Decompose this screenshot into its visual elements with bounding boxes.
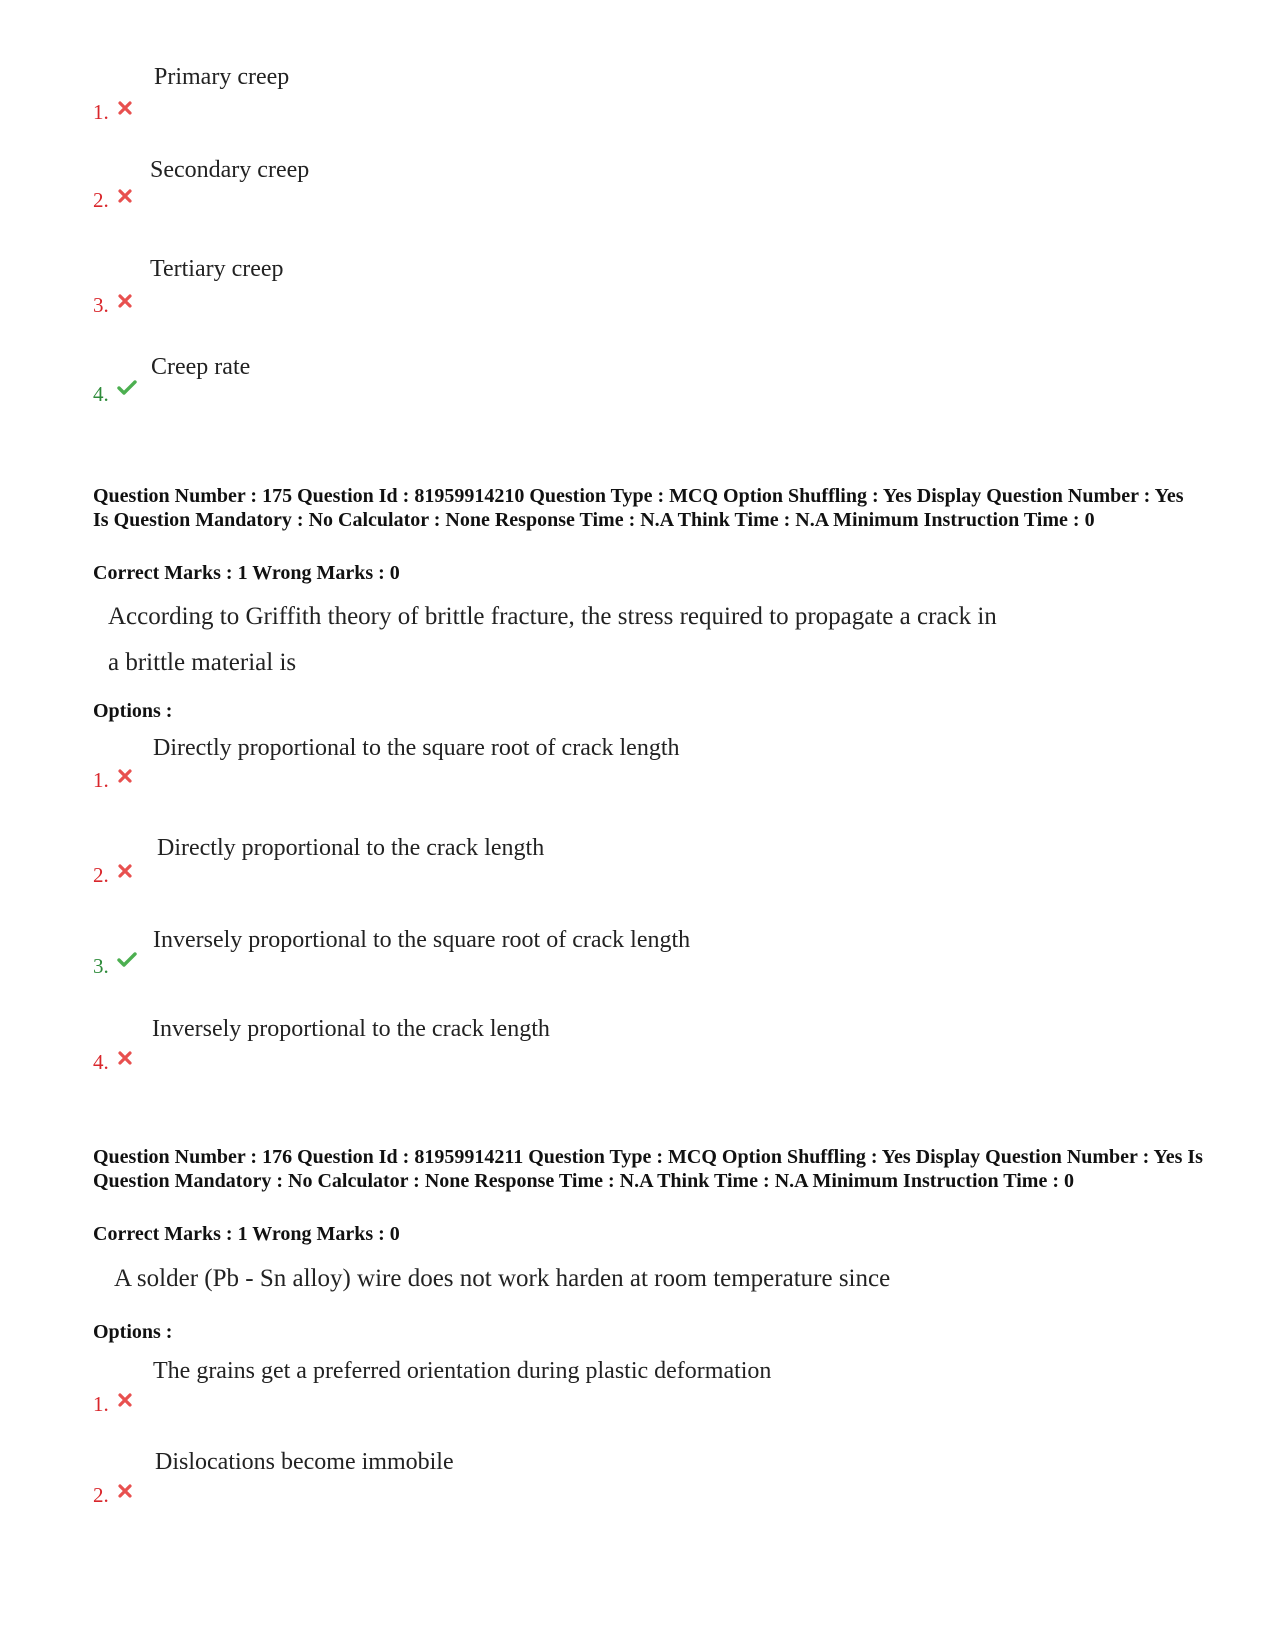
option-number: 1. (93, 1392, 132, 1417)
option-number: 2. (93, 1483, 132, 1508)
option-number: 4. (93, 382, 137, 407)
options-label: Options : (93, 700, 173, 722)
question-text-line: According to Griffith theory of brittle fracture, the stress required to propagate a crack in (108, 603, 997, 630)
question-marks: Correct Marks : 1 Wrong Marks : 0 (93, 562, 400, 584)
option-text: Directly proportional to the square root of crack length (153, 735, 680, 761)
option-number: 3. (93, 954, 137, 979)
option-number: 2. (93, 863, 132, 888)
cross-icon (118, 864, 132, 878)
option-text: Directly proportional to the crack length (157, 835, 545, 861)
option-number: 1. (93, 768, 132, 793)
option-number: 3. (93, 293, 132, 318)
option-text: Inversely proportional to the crack length (152, 1016, 550, 1042)
option-number: 4. (93, 1050, 132, 1075)
option-text: Secondary creep (150, 157, 310, 183)
question-marks: Correct Marks : 1 Wrong Marks : 0 (93, 1223, 400, 1245)
question-metadata: Question Number : 175 Question Id : 81959914210 Question Type : MCQ Option Shuffling : Yes Display Question Number : Yes Is Question Mandatory : No Calculator : None Response Time : N.A Think Time : N.A Minimum Instruction Time : 0 (93, 485, 1184, 531)
cross-icon (118, 1393, 132, 1407)
cross-icon (118, 1484, 132, 1498)
cross-icon (118, 101, 132, 115)
question-text-line: A solder (Pb - Sn alloy) wire does not work harden at room temperature since (114, 1265, 891, 1292)
option-number: 2. (93, 188, 132, 213)
cross-icon (118, 189, 132, 203)
option-text: Dislocations become immobile (155, 1449, 454, 1475)
check-icon (117, 952, 137, 968)
option-text: Inversely proportional to the square root of crack length (153, 927, 691, 953)
options-label: Options : (93, 1321, 173, 1343)
question-text-line: a brittle material is (108, 649, 297, 676)
option-text: The grains get a preferred orientation during plastic deformation (153, 1358, 772, 1384)
option-text: Primary creep (154, 64, 290, 90)
question-metadata: Question Number : 176 Question Id : 81959914211 Question Type : MCQ Option Shuffling : Yes Display Question Number : Yes Is Question Mandatory : No Calculator : None Response Time : N.A Think Time : N.A Minimum Instruction Time : 0 (93, 1146, 1203, 1192)
check-icon (117, 380, 137, 396)
option-number: 1. (93, 100, 132, 125)
cross-icon (118, 769, 132, 783)
cross-icon (118, 1051, 132, 1065)
option-text: Tertiary creep (150, 256, 284, 282)
option-text: Creep rate (151, 354, 251, 380)
cross-icon (118, 294, 132, 308)
